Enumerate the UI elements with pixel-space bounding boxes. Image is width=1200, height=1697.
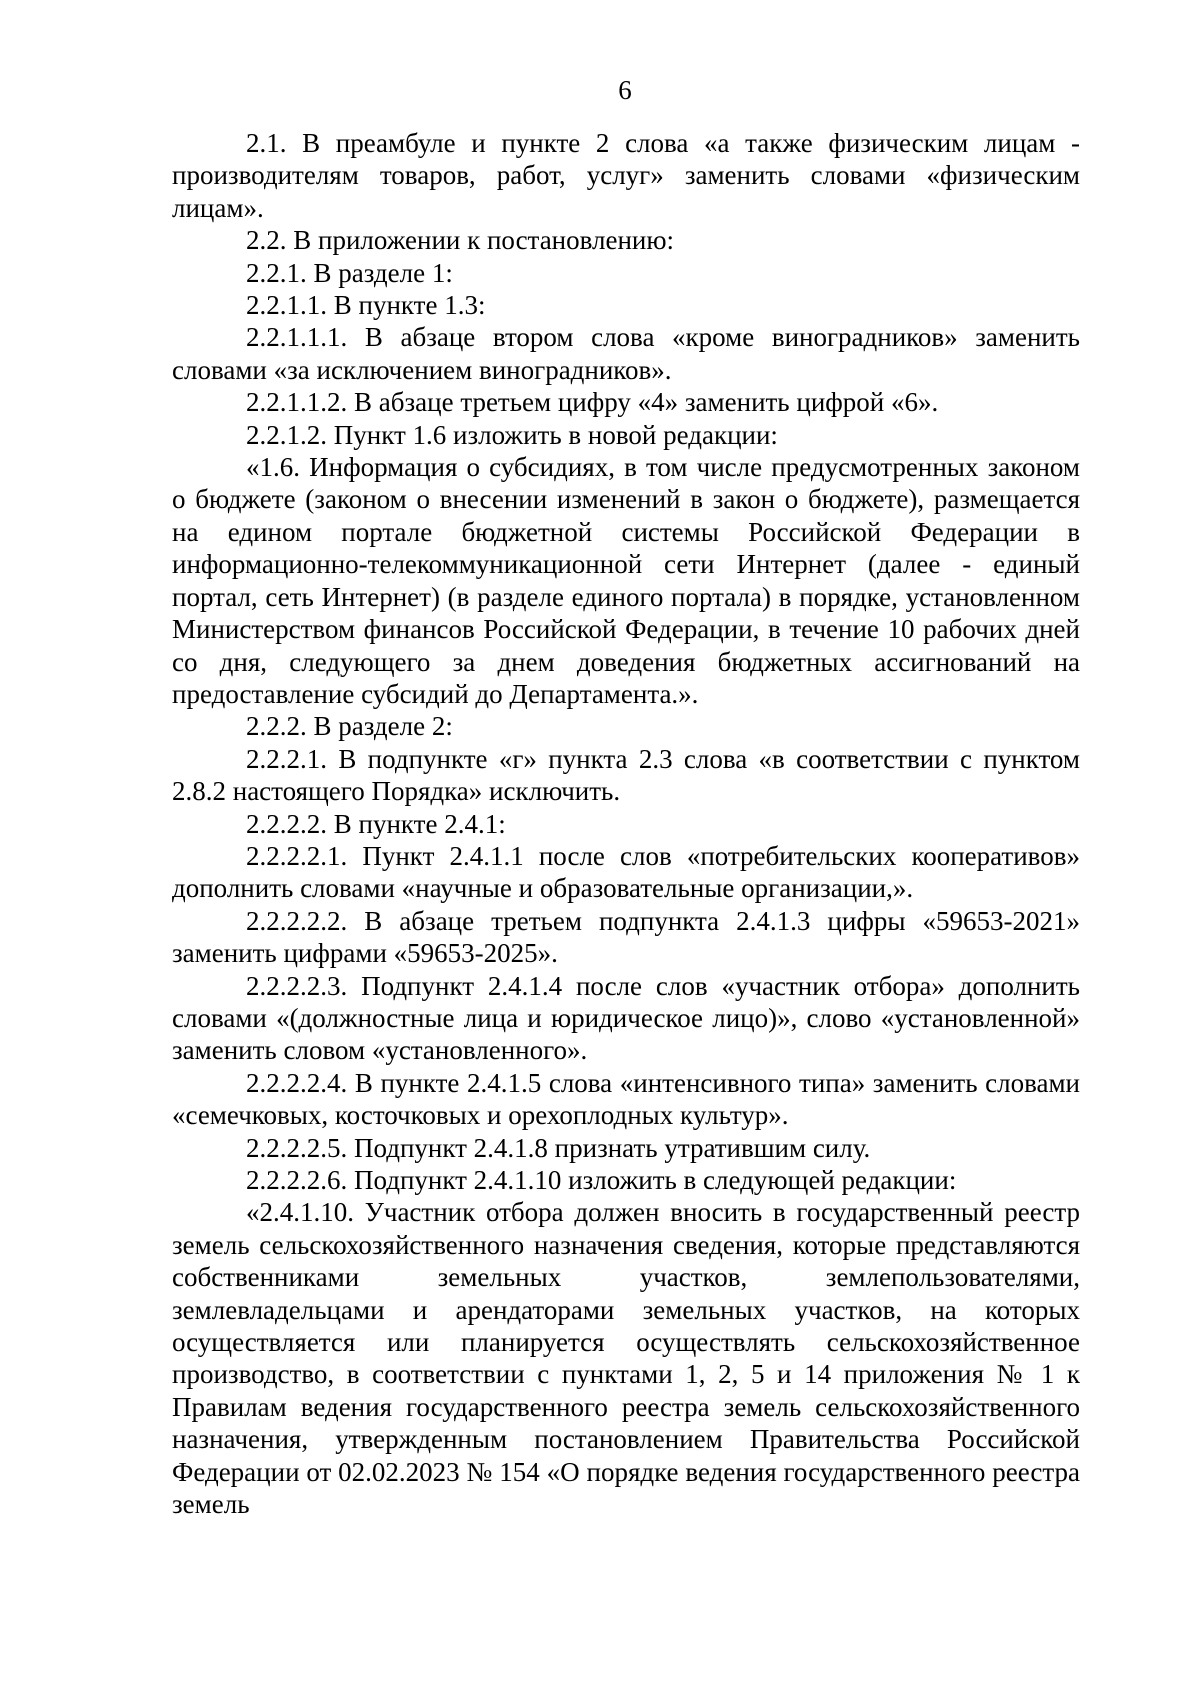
- paragraph-2-2-2-2-3: 2.2.2.2.3. Подпункт 2.4.1.4 после слов «участник отбора» дополнить словами «(должностные лица и юридическое лицо)», слово «установленной» заменить словом «установленного».: [172, 970, 1080, 1066]
- paragraph-2-2-1: 2.2.1. В разделе 1:: [246, 257, 453, 288]
- paragraph-quote-1-6: «1.6. Информация о субсидиях, в том числе предусмотренных законом о бюджете (законом о внесении изменений в закон о бюджете), размещается на едином портале бюджетной системы Российской Федерации в информационно-телекоммуникационной сети Интернет (далее - единый портал, сеть Интернет) (в разделе единого портала) в порядке, установленном Министерством финансов Российской Федерации, в течение 10 рабочих дней со дня, следующего за днем доведения бюджетных ассигнований на предоставление субсидий до Департамента.».: [172, 452, 1080, 709]
- paragraph-2-2-2-2-1: 2.2.2.2.1. Пункт 2.4.1.1 после слов «потребительских кооперативов» дополнить словами «научные и образовательные организации,».: [172, 840, 1080, 904]
- paragraph-2-2-2-2-5: 2.2.2.2.5. Подпункт 2.4.1.8 признать утратившим силу.: [246, 1132, 871, 1163]
- paragraph-2-2-2-2-2: 2.2.2.2.2. В абзаце третьем подпункта 2.4.1.3 цифры «59653-2021» заменить цифрами «59653-2025».: [172, 905, 1080, 969]
- paragraph-2-2-2: 2.2.2. В разделе 2:: [246, 711, 453, 742]
- paragraph-2-2-1-1: 2.2.1.1. В пункте 1.3:: [246, 290, 486, 321]
- paragraph-2-2-1-1-2: 2.2.1.1.2. В абзаце третьем цифру «4» заменить цифрой «6».: [246, 387, 939, 418]
- paragraph-2-1: 2.1. В преамбуле и пункте 2 слова «а также физическим лицам - производителям товаров, работ, услуг» заменить словами «физическим лицам».: [172, 128, 1080, 223]
- paragraph-2-2-1-2: 2.2.1.2. Пункт 1.6 изложить в новой редакции:: [246, 419, 778, 450]
- paragraph-2-2: 2.2. В приложении к постановлению:: [246, 225, 675, 256]
- paragraph-2-2-1-1-1: 2.2.1.1.1. В абзаце втором слова «кроме виноградников» заменить словами «за исключением виноградников».: [172, 322, 1080, 385]
- page-number: 6: [618, 75, 632, 105]
- paragraph-2-2-2-1: 2.2.2.1. В подпункте «г» пункта 2.3 слова «в соответствии с пунктом 2.8.2 настоящего Порядка» исключить.: [172, 743, 1080, 807]
- paragraph-quote-2-4-1-10: «2.4.1.10. Участник отбора должен вносить в государственный реестр земель сельскохозяйственного назначения сведения, которые представляются собственниками земельных участков, землепользователями, землевладельцами и арендаторами земельных участков, на которых осуществляется или планируется осуществлять сельскохозяйственное производство, в соответствии с пунктами 1, 2, 5 и 14 приложения № 1 к Правилам ведения государственного реестра земель сельскохозяйственного назначения, утвержденным постановлением Правительства Российской Федерации от 02.02.2023 № 154 «О порядке ведения государственного реестра земель: [172, 1197, 1080, 1520]
- document-body: [172, 127, 1080, 1520]
- paragraph-2-2-2-2-6: 2.2.2.2.6. Подпункт 2.4.1.10 изложить в следующей редакции:: [246, 1165, 957, 1195]
- paragraph-2-2-2-2-4: 2.2.2.2.4. В пункте 2.4.1.5 слова «интенсивного типа» заменить словами «семечковых, косточковых и орехоплодных культур».: [172, 1067, 1080, 1131]
- paragraph-2-2-2-2: 2.2.2.2. В пункте 2.4.1:: [246, 808, 506, 839]
